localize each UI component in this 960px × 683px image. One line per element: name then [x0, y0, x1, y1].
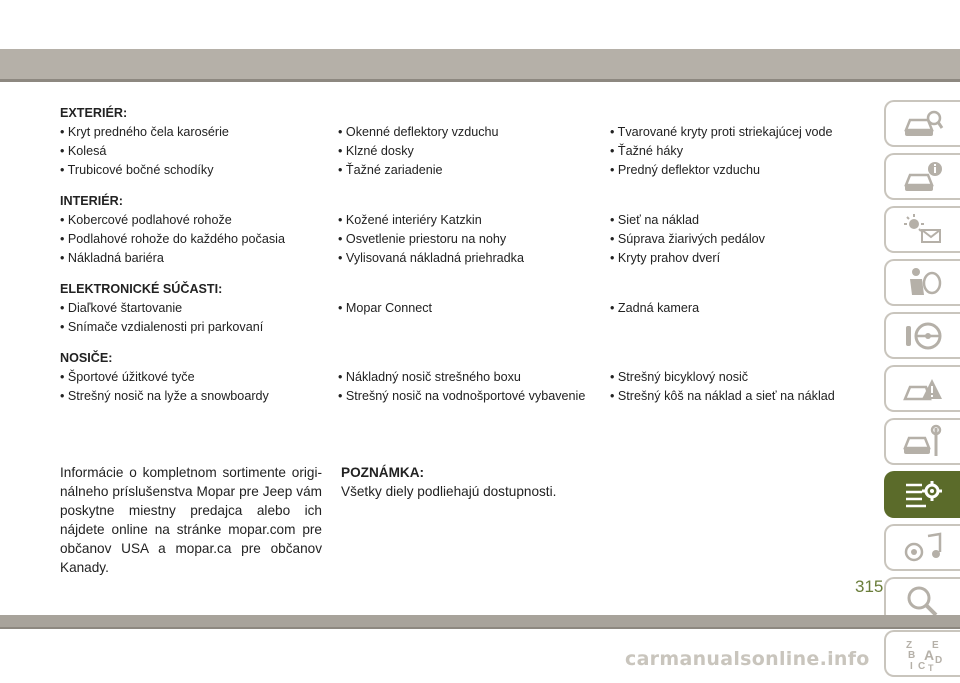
chapter-tabs: [884, 100, 960, 683]
list-item: • Nákladný nosič strešného boxu: [338, 370, 521, 384]
list-item: • Súprava žiarivých pedálov: [610, 232, 765, 246]
list-item: • Kolesá: [60, 144, 107, 158]
footer-rule: [0, 627, 960, 629]
index-letter: D: [935, 654, 943, 666]
index-letters-icon[interactable]: [884, 630, 960, 677]
list-row: [60, 230, 860, 249]
list-row: [60, 249, 860, 268]
note-box: [341, 463, 556, 501]
list-item: • Podlahové rohože do každého počasia: [60, 232, 285, 246]
index-letter: I: [910, 660, 913, 672]
index-letter: E: [932, 639, 939, 651]
list-item: • Diaľkové štartovanie: [60, 301, 183, 315]
list-row: [60, 368, 860, 387]
index-letter: T: [928, 662, 934, 672]
accessories-list: [60, 104, 860, 406]
list-item: • Kryt predného čela karosérie: [60, 125, 229, 139]
index-letter: B: [908, 649, 916, 661]
car-search-icon[interactable]: [884, 100, 960, 147]
list-item: • Klzné dosky: [338, 144, 414, 158]
list-item: • Okenné deflektory vzduchu: [338, 125, 499, 139]
section-heading-interior: INTERIÉR:: [60, 194, 123, 208]
steering-key-icon[interactable]: [884, 312, 960, 359]
list-item: • Strešný nosič na vodnošportové vybavenie: [338, 389, 586, 403]
header-rule: [0, 79, 960, 82]
list-item: • Kobercové podlahové rohože: [60, 213, 232, 227]
list-item: • Strešný bicyklový nosič: [610, 370, 749, 384]
list-row: [60, 161, 860, 180]
index-letter: C: [918, 660, 926, 672]
list-item: • Trubicové bočné schodíky: [60, 163, 214, 177]
list-item: • Kryty prahov dverí: [610, 251, 721, 265]
header-band: [0, 49, 960, 79]
page-number: 315: [855, 577, 884, 596]
list-item: • Športové úžitkové tyče: [60, 370, 195, 384]
settings-list-icon[interactable]: [884, 471, 960, 518]
note-text: Všetky diely podliehajú dostupnosti.: [341, 484, 557, 499]
car-warning-icon[interactable]: [884, 365, 960, 412]
list-item: • Zadná kamera: [610, 301, 700, 315]
airbag-safety-icon[interactable]: [884, 259, 960, 306]
car-info-icon[interactable]: [884, 153, 960, 200]
list-item: • Strešný nosič na lyže a snowboardy: [60, 389, 269, 403]
info-paragraph: Informácie o kompletnom sortimente origi-nálneho príslušenstva Mopar pre Jeep vám poskytne miestny predajca alebo ich nájdete online na stránke mopar.com pre občanov USA a mopar.ca pre občanov Kanady.: [60, 465, 322, 575]
list-row: [60, 211, 860, 230]
footer-band: [0, 615, 960, 627]
list-item: • Ťažné háky: [610, 144, 684, 158]
list-item: • Nákladná bariéra: [60, 251, 164, 265]
list-item: • Vylisovaná nákladná priehradka: [338, 251, 524, 265]
list-item: • Sieť na náklad: [610, 213, 699, 227]
list-item: • Snímače vzdialenosti pri parkovaní: [60, 320, 264, 334]
list-item: • Tvarované kryty proti striekajúcej vode: [610, 125, 833, 139]
list-item: • Predný deflektor vzduchu: [610, 163, 761, 177]
section-heading-carriers: NOSIČE:: [60, 351, 113, 365]
list-item: • Mopar Connect: [338, 301, 433, 315]
car-service-icon[interactable]: [884, 418, 960, 465]
list-item: • Kožené interiéry Katzkin: [338, 213, 482, 227]
watermark-text: carmanualsonline.info: [625, 648, 870, 670]
list-item: • Ťažné zariadenie: [338, 163, 443, 177]
note-title: POZNÁMKA:: [341, 465, 425, 480]
list-row: [60, 387, 860, 406]
list-row: [60, 123, 860, 142]
index-letter: A: [924, 646, 935, 663]
section-heading-exterior: EXTERIÉR:: [60, 106, 128, 120]
dashboard-lights-icon[interactable]: [884, 206, 960, 253]
section-heading-electronics: ELEKTRONICKÉ SÚČASTI:: [60, 282, 223, 296]
list-row: [60, 318, 860, 337]
list-row: [60, 299, 860, 318]
list-row: [60, 142, 860, 161]
multimedia-icon[interactable]: [884, 524, 960, 571]
index-letter: Z: [906, 639, 913, 651]
list-item: • Strešný kôš na náklad a sieť na náklad: [610, 389, 835, 403]
list-item: • Osvetlenie priestoru na nohy: [338, 232, 507, 246]
